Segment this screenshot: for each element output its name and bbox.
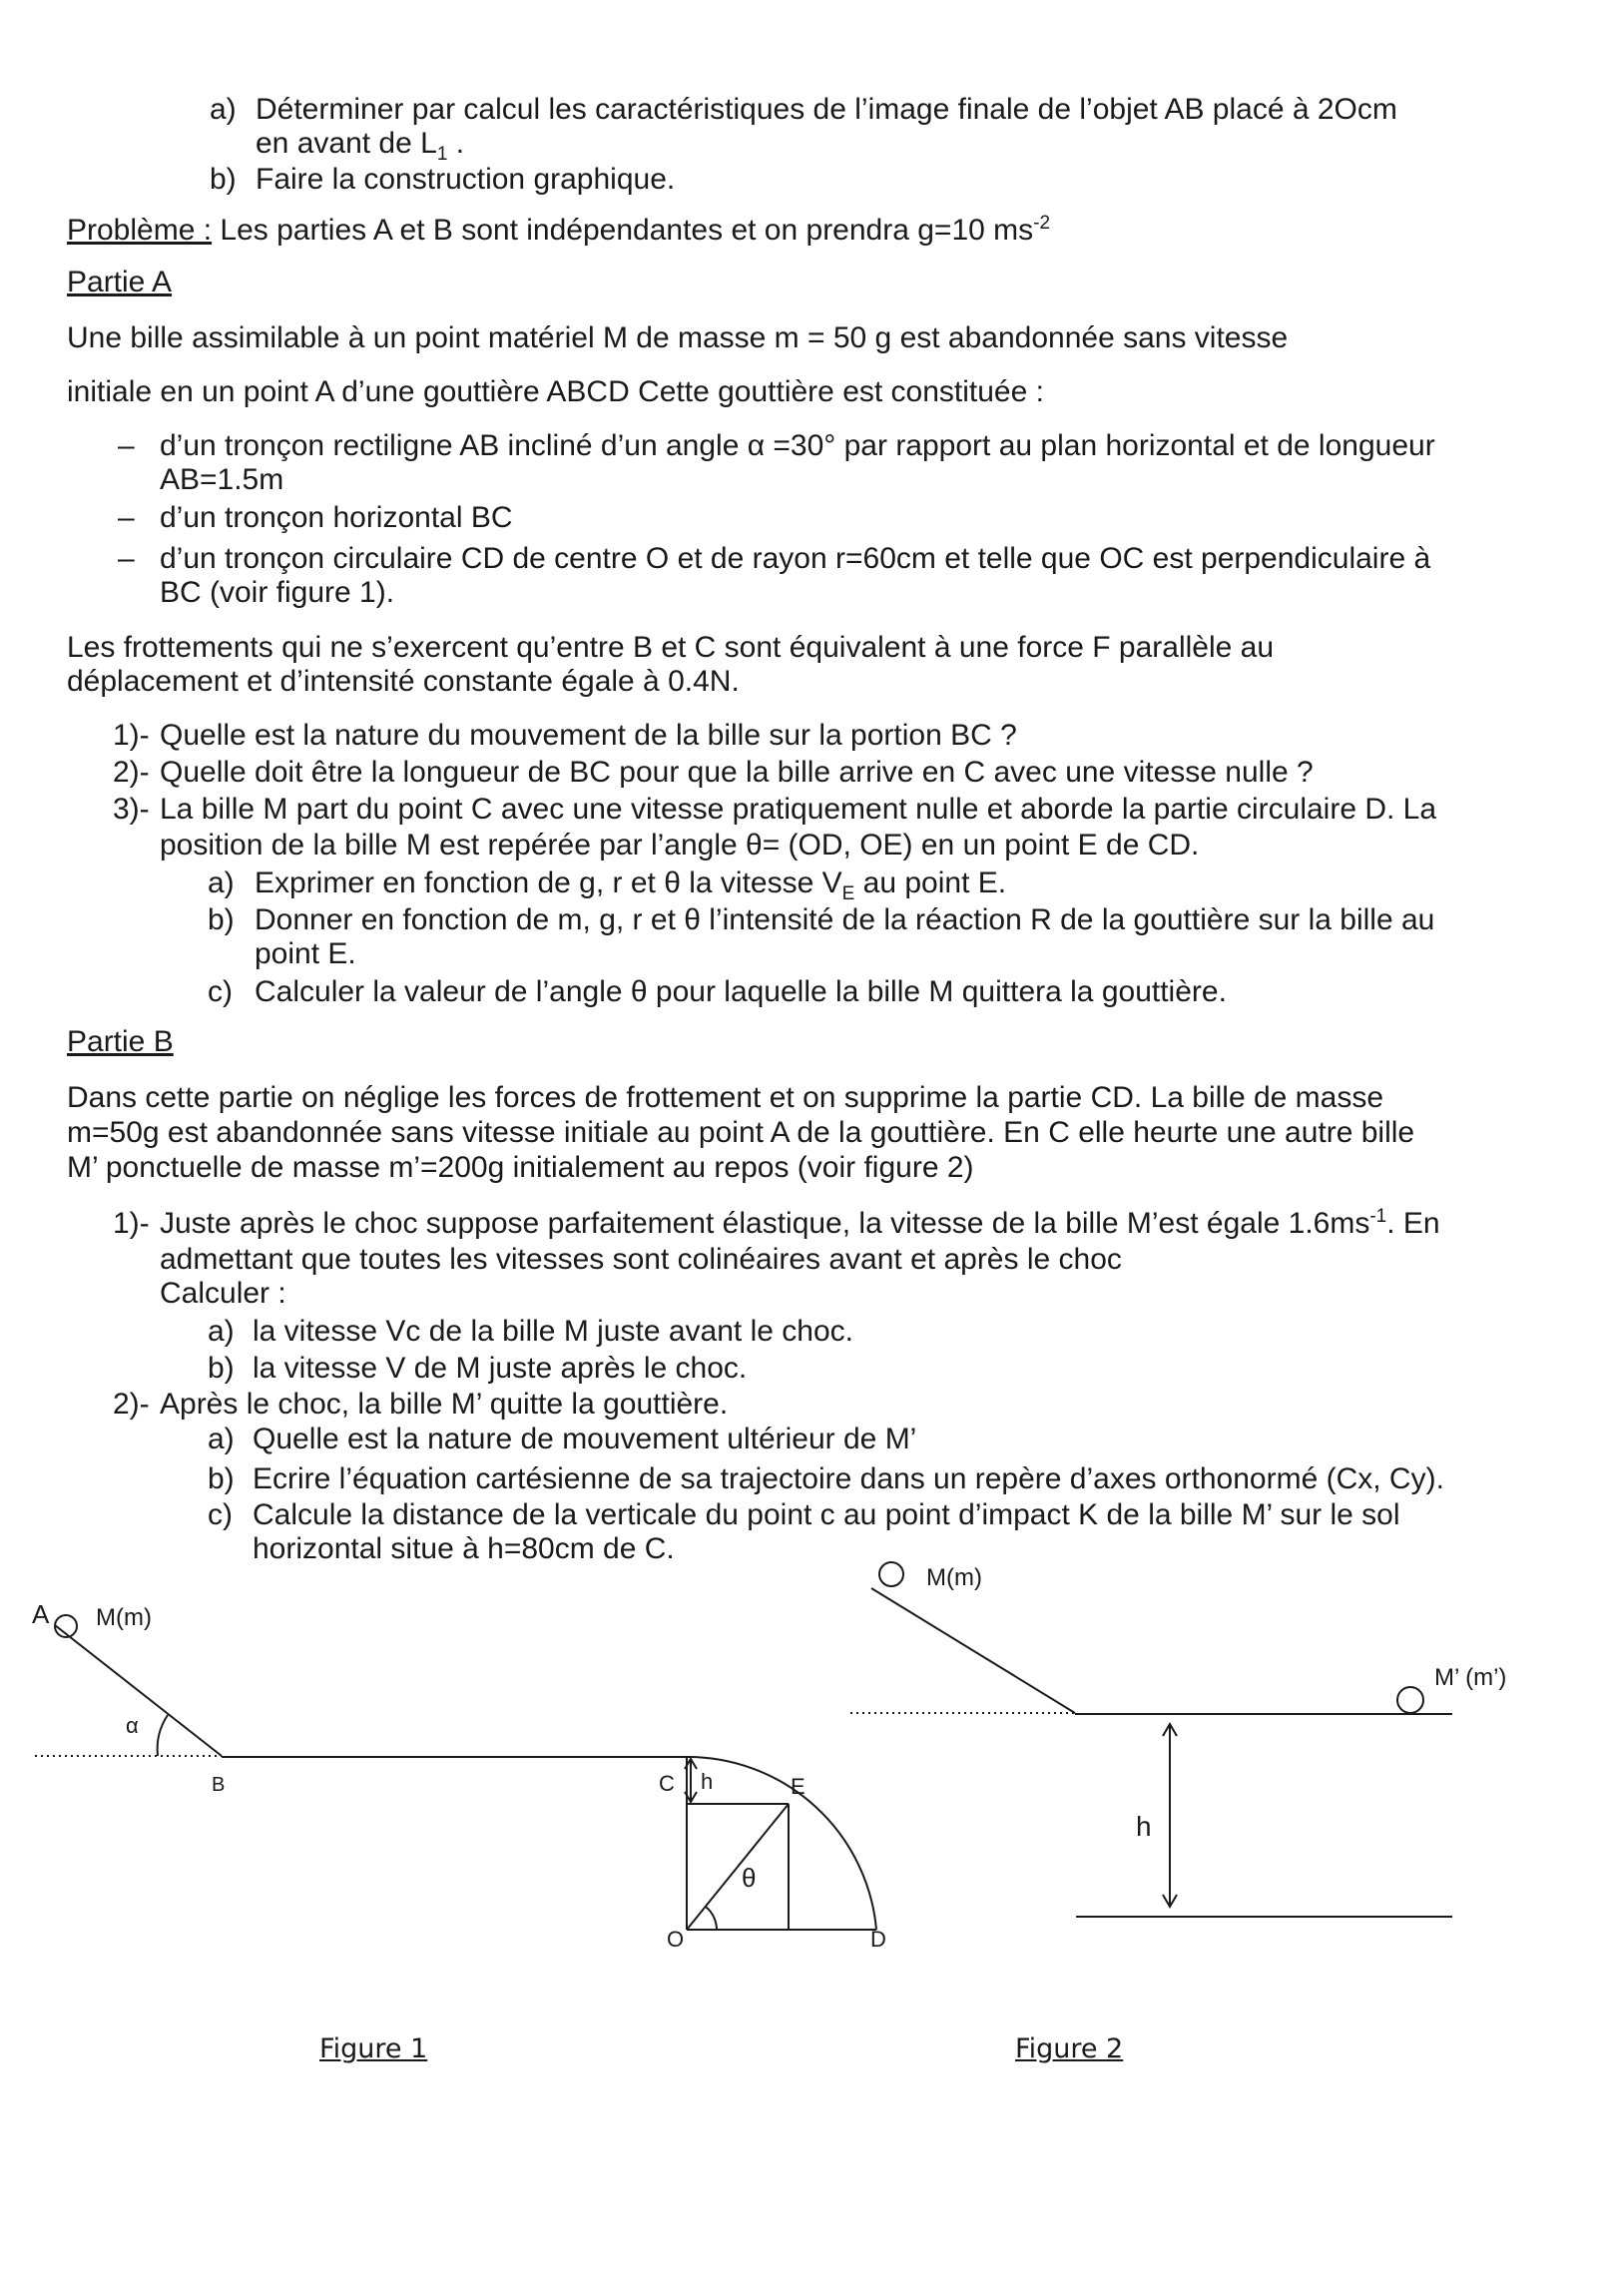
theta-arc [706, 1907, 717, 1930]
qa3a-text: Exprimer en fonction de g, r et θ la vitesse $V_E$ au point E. [255, 866, 1007, 904]
qa3-num: 3)- [113, 793, 150, 826]
qb2a-text: Quelle est la nature de mouvement ultérieur de M’ [253, 1423, 917, 1455]
qb2c-line2: horizontal situe à h=80cm de C. [253, 1532, 675, 1565]
qa3a-label: a) [208, 866, 235, 899]
bullet-3-line1: d’un tronçon circulaire CD de centre O et de rayon r=60cm et telle que OC est perpendiculaire à [160, 542, 1431, 575]
qa3b-label: b) [208, 903, 235, 936]
partie-a-title: Partie A [67, 266, 173, 298]
ball-m-icon [879, 1562, 903, 1586]
fig1-label-h: h [701, 1769, 714, 1794]
qa2-text: Quelle doit être la longueur de BC pour que la bille arrive en C avec une vitesse nulle ? [160, 756, 1314, 789]
qb2b-text: Ecrire l’équation cartésienne de sa trajectoire dans un repère d’axes orthonormé (Cx, Cy). [253, 1462, 1444, 1495]
bullet-dash: – [118, 501, 135, 534]
qb2-num: 2)- [113, 1388, 150, 1421]
qa2-num: 2)- [113, 756, 150, 789]
item-b-text: Faire la construction graphique. [256, 163, 676, 196]
fig1-label-o: O [667, 1927, 685, 1952]
qa3b-line1: Donner en fonction de m, g, r et θ l’intensité de la réaction R de la gouttière sur la bille au [255, 903, 1435, 936]
fig1-label-c: C [659, 1771, 675, 1796]
bullet-1-line2: AB=1.5m [160, 463, 284, 496]
fig2-label-h: h [1136, 1811, 1152, 1842]
bullet-dash: – [118, 542, 135, 575]
probleme-title: Problème : [67, 214, 213, 247]
line-oe [687, 1804, 789, 1930]
item-b-label: b) [210, 163, 237, 196]
figure-2-caption: Figure 2 [1015, 2033, 1124, 2064]
qb1-line2: admettant que toutes les vitesses sont colinéaires avant et après le choc [160, 1243, 1122, 1276]
qb2c-label: c) [208, 1498, 233, 1531]
bullet-2-line1: d’un tronçon horizontal BC [160, 501, 513, 534]
partie-b-intro-3: M’ ponctuelle de masse m’=200g initialement au repos (voir figure 2) [67, 1151, 974, 1184]
partie-b-intro-1: Dans cette partie on néglige les forces de frottement et on supprime la partie CD. La bille de masse [67, 1081, 1384, 1114]
item-a-line2: en avant de $L_1$ . [256, 127, 465, 165]
qa3b-line2: point E. [255, 937, 356, 970]
qb2b-label: b) [208, 1462, 235, 1495]
qa1-num: 1)- [113, 719, 150, 752]
partie-b-intro-2: m=50g est abandonnée sans vitesse initiale au point A de la gouttière. En C elle heurte une autre bille [67, 1116, 1415, 1149]
qb1b-label: b) [208, 1352, 235, 1385]
partie-b-title: Partie B [67, 1025, 174, 1058]
ball-m-prime-icon [1397, 1687, 1423, 1713]
qb1a-text: la vitesse Vc de la bille M juste avant le choc. [253, 1315, 853, 1348]
figure-1 [0, 1557, 948, 1977]
qb1-line3: Calculer : [160, 1277, 286, 1310]
fig2-label-m: M(m) [926, 1564, 982, 1591]
probleme-line: Problème : Les parties A et B sont indépendantes et on prendra g=10 $ms^{-2}$ [67, 213, 1051, 247]
friction-line1: Les frottements qui ne s’exercent qu’entre B et C sont équivalent à une force F parallèle au [67, 631, 1275, 664]
item-a-line1: Déterminer par calcul les caractéristiques de l’image finale de l’objet AB placé à 2Ocm [256, 93, 1397, 126]
fig1-label-a: A [32, 1599, 50, 1629]
qb2-text: Après le choc, la bille M’ quitte la gouttière. [160, 1388, 729, 1421]
qb2a-label: a) [208, 1423, 235, 1455]
fig1-label-m: M(m) [96, 1604, 152, 1631]
qb1-line1: Juste après le choc suppose parfaitement élastique, la vitesse de la bille M’est égale $1.6ms^{-1}$. En [160, 1206, 1440, 1240]
bullet-dash: – [118, 429, 135, 462]
figure-2 [838, 1547, 1537, 1927]
qa1-text: Quelle est la nature du mouvement de la bille sur la portion BC ? [160, 719, 1017, 752]
partie-a-intro-1: Une bille assimilable à un point matériel M de masse m = 50 g est abandonnée sans vitesse [67, 321, 1289, 354]
qb2c-line1: Calcule la distance de la verticale du point c au point d’impact K de la bille M’ sur le sol [253, 1498, 1400, 1531]
item-a-label: a) [210, 93, 237, 126]
bullet-1-line1: d’un tronçon rectiligne AB incliné d’un angle α =30° par rapport au plan horizontal et de longueur [160, 429, 1435, 462]
friction-line2: déplacement et d’intensité constante égale à 0.4N. [67, 665, 740, 698]
qa3-line2: position de la bille M est repérée par l’angle θ= (OD, OE) en un point E de CD. [160, 829, 1200, 861]
qa3c-label: c) [208, 975, 233, 1008]
bullet-3-line2: BC (voir figure 1). [160, 576, 395, 609]
fig1-label-b: B [212, 1774, 226, 1796]
qb1-num: 1)- [113, 1207, 150, 1240]
fig1-label-e: E [791, 1774, 806, 1799]
fig2-label-m-prime: M’ (m’) [1434, 1664, 1507, 1691]
figure-1-caption: Figure 1 [319, 2033, 428, 2064]
incline [871, 1588, 1075, 1713]
qb1a-label: a) [208, 1315, 235, 1348]
fig1-label-alpha: α [126, 1713, 139, 1738]
alpha-arc [158, 1715, 168, 1756]
qa3-line1: La bille M part du point C avec une vitesse pratiquement nulle et aborde la partie circulaire D. La [160, 793, 1437, 826]
partie-a-intro-2: initiale en un point A d’une gouttière ABCD Cette gouttière est constituée : [67, 375, 1044, 408]
fig1-label-d: D [870, 1927, 886, 1952]
fig1-label-theta: θ [742, 1863, 757, 1893]
qb1b-text: la vitesse V de M juste après le choc. [253, 1352, 748, 1385]
qa3c-text: Calculer la valeur de l’angle θ pour laquelle la bille M quittera la gouttière. [255, 975, 1227, 1008]
